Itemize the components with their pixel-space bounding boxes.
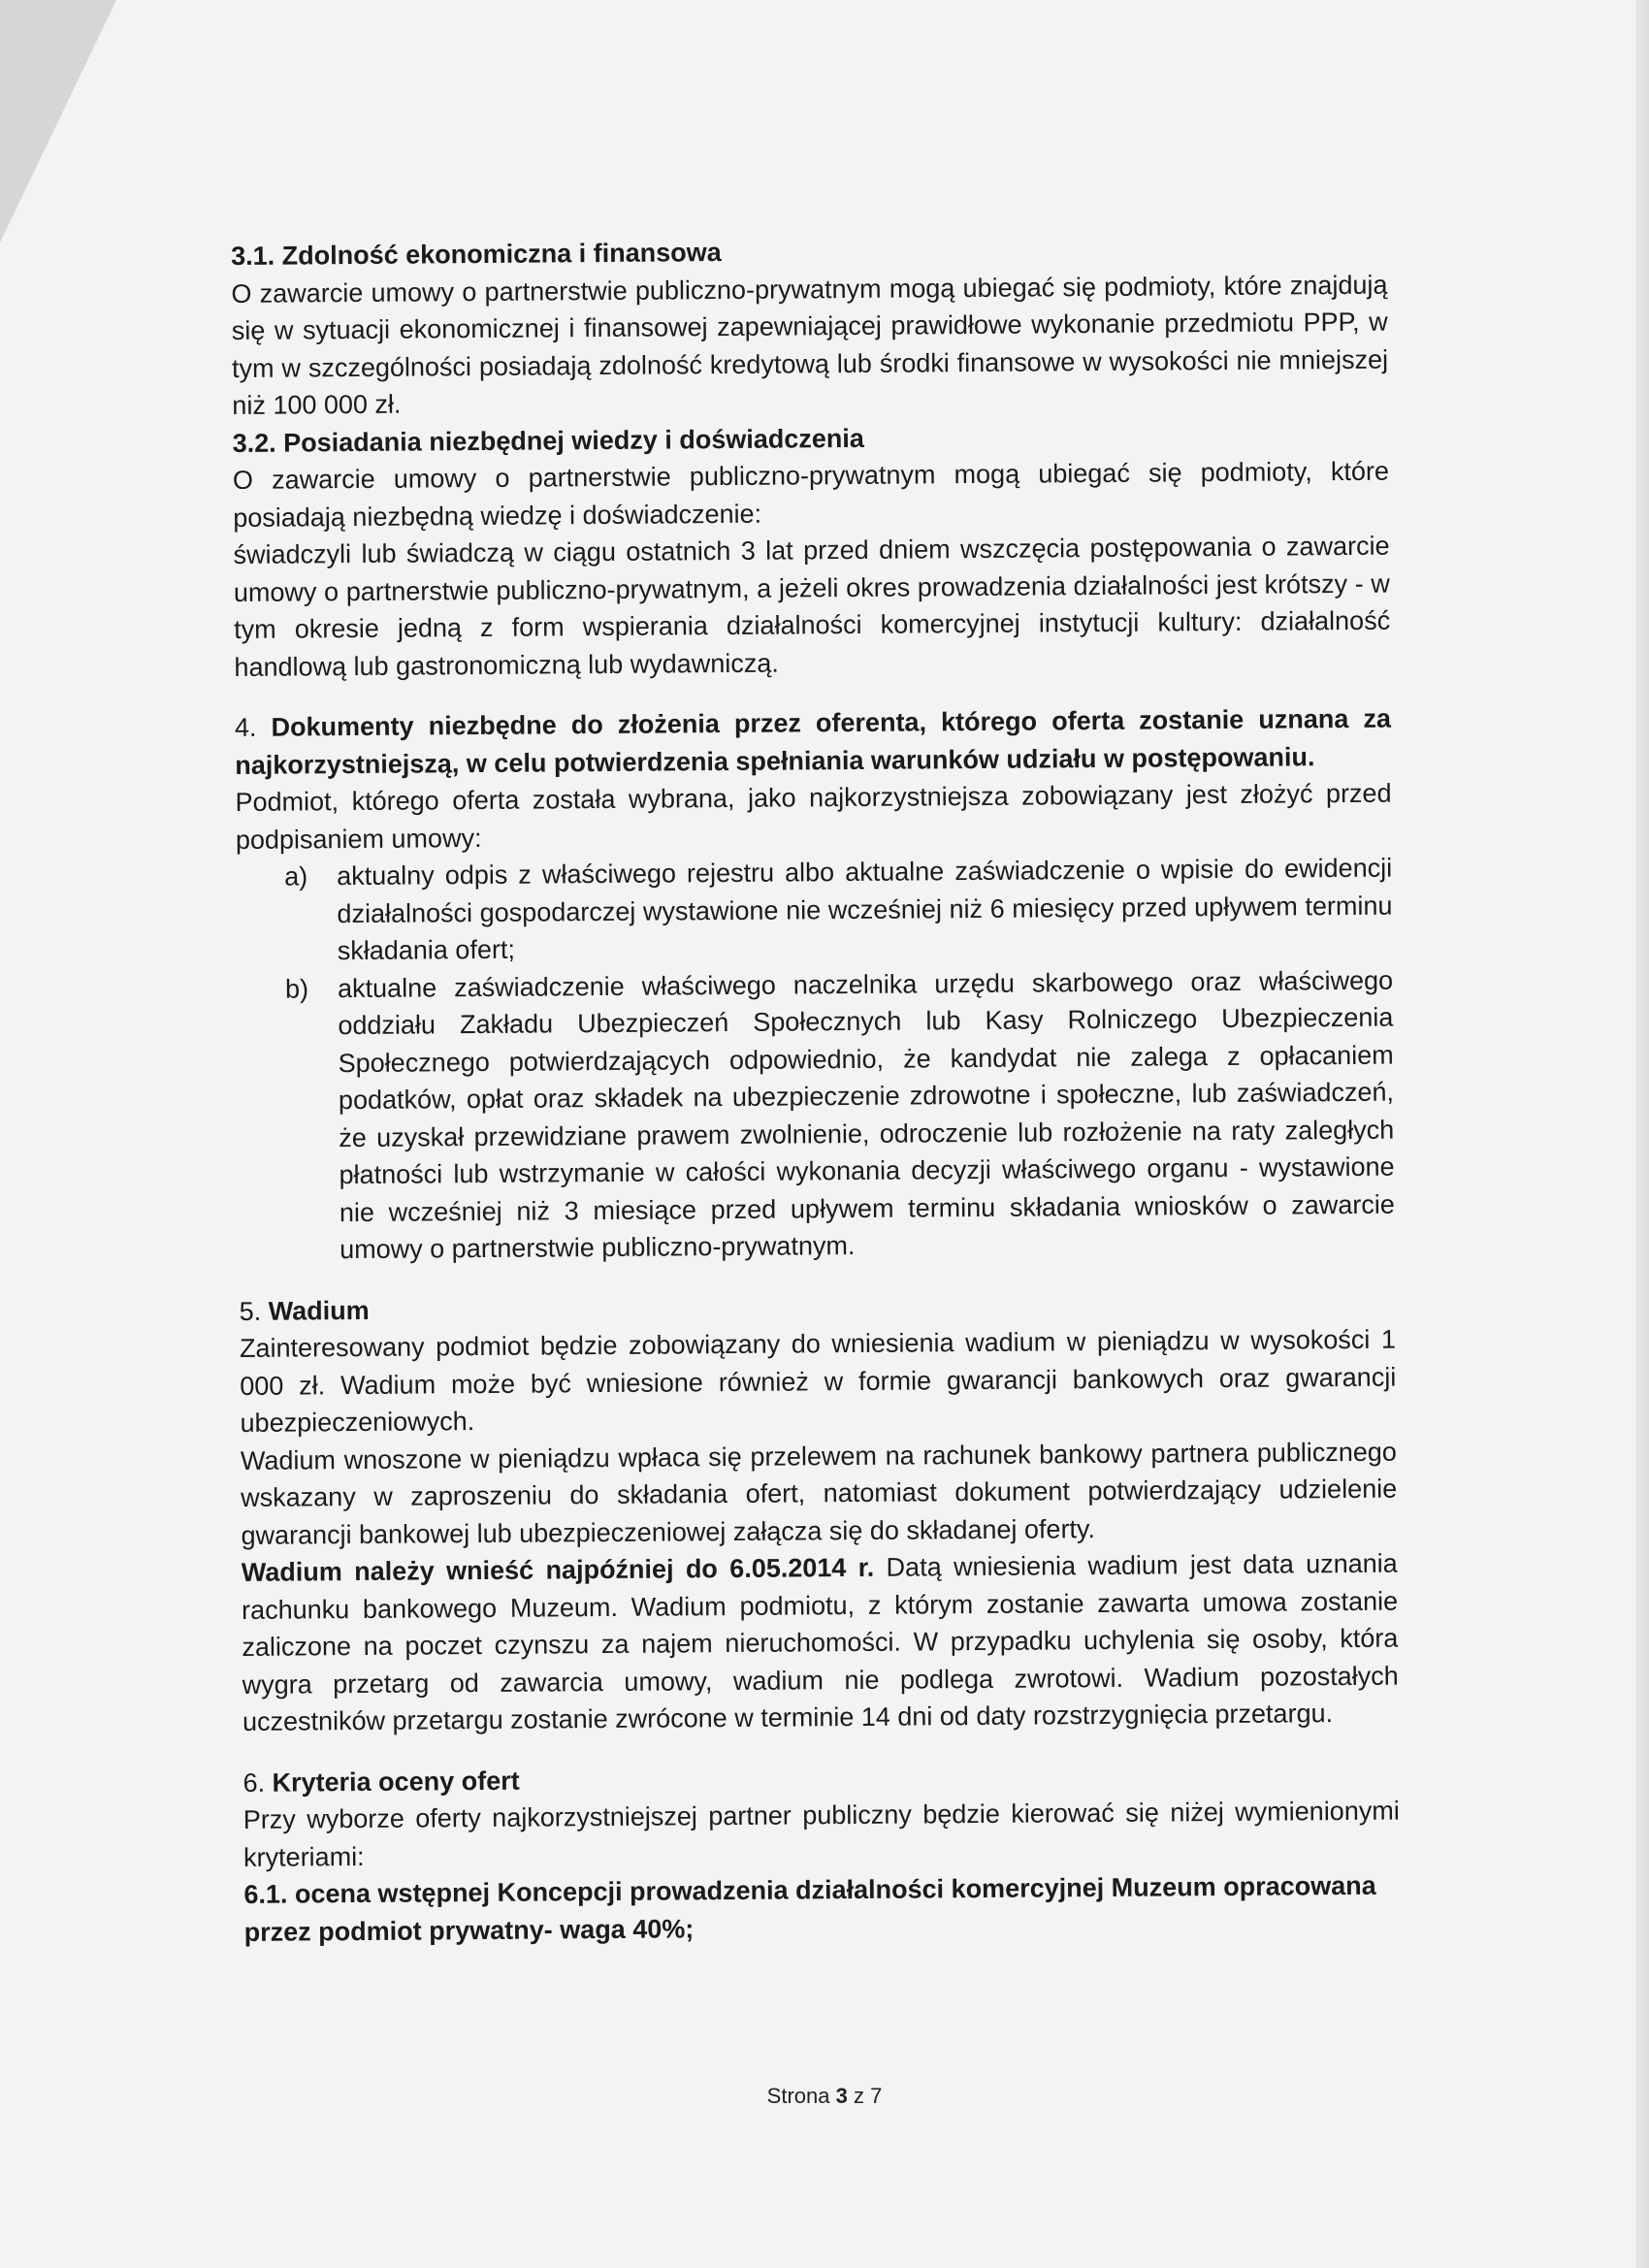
footer-prefix: Strona	[766, 2084, 836, 2108]
footer-middle: z	[847, 2084, 871, 2108]
section-number: 4.	[234, 712, 257, 742]
document-body	[231, 229, 1401, 1951]
paragraph: Przy wyborze oferty najkorzystniejszej partner publiczny będzie kierować się niżej wymienionymi kryteriami:	[242, 1796, 1400, 1872]
subsection-heading: 6.1. ocena wstępnej Koncepcji prowadzenia działalności komercyjnej Muzeum opracowana przez podmiot prywatny- waga 40%;	[243, 1870, 1376, 1947]
paragraph	[242, 1545, 1399, 1741]
section-heading: Wadium	[268, 1295, 370, 1326]
list-marker: a)	[284, 861, 308, 891]
page-edge-shadow	[1635, 0, 1649, 2268]
list-item-text: aktualne zaświadczenie właściwego naczelnika urzędu skarbowego oraz właściwego oddziału Zakładu Ubezpieczeń Społecznych lub Kasy Rolniczego Ubezpieczenia Społecznego potwierdzających odpowiednio, że kandydat nie zalega z opłacaniem podatków, opłat oraz składek na ubezpieczenie zdrowotne i społeczne, lub zaświadczeń, że uzyskał przewidziane prawem zwolnienie, odroczenie lub rozłożenie na raty zaległych płatności lub wstrzymanie w całości wykonania decyzji właściwego organu - wystawione nie wcześniej niż 3 miesiące przed upływem terminu składania wniosków o zawarcie umowy o partnerstwie publiczno-prywatnym.	[337, 965, 1395, 1265]
section-heading-line	[235, 700, 1392, 784]
paragraph: Zainteresowany podmiot będzie zobowiązany do wniesienia wadium w pieniądzu w wysokości 1 000 zł. Wadium może być wniesione również w formie gwarancji bankowych oraz gwarancji ubezpieczeniowych.	[239, 1324, 1397, 1438]
section-4	[235, 700, 1395, 1270]
paragraph: świadczyli lub świadczą w ciągu ostatnich 3 lat przed dniem wszczęcia postępowania o zawarcie umowy o partnerstwie publiczno-prywatnym, a jeżeli okres prowadzenia działalności jest krótszy - w tym okresie jedną z form wspierania działalności komercyjnej instytucji kultury: działalność handlową lub gastronomiczną lub wydawniczą.	[233, 531, 1391, 682]
section-5	[240, 1283, 1400, 1740]
section-heading: Dokumenty niezbędne do złożenia przez oferenta, którego oferta zostanie uznana za najkorzystniejszą, w celu potwierdzenia spełniania warunków udziału w postępowaniu.	[235, 703, 1392, 780]
section-heading: 3.2. Posiadania niezbędnej wiedzy i doświadczenia	[232, 423, 864, 458]
page-footer	[0, 2084, 1649, 2109]
list-item	[236, 850, 1393, 971]
paragraph: O zawarcie umowy o partnerstwie publiczno-prywatnym mogą ubiegać się podmioty, które posiadają niezbędną wiedzę i doświadczenie:	[232, 456, 1390, 533]
section-heading: 3.1. Zdolność ekonomiczna i finansowa	[231, 238, 722, 271]
list-item	[237, 961, 1395, 1269]
paragraph: Podmiot, którego oferta została wybrana, jako najkorzystniejsza zobowiązany jest złożyć przed podpisaniem umowy:	[235, 778, 1392, 855]
section-number: 5.	[239, 1296, 262, 1326]
list-item-text: aktualny odpis z właściwego rejestru albo aktualne zaświadczenie o wpisie do ewidencji działalności gospodarczej wystawione nie wcześniej niż 6 miesięcy przed upływem terminu składania ofert;	[337, 853, 1393, 966]
section-number: 6.	[242, 1767, 266, 1798]
section-3-1	[231, 229, 1388, 425]
section-6	[242, 1755, 1400, 1951]
document-list	[236, 850, 1395, 1270]
footer-current-page: 3	[835, 2084, 848, 2108]
paragraph: O zawarcie umowy o partnerstwie publiczno-prywatnym mogą ubiegać się podmioty, które znajdują się w sytuacji ekonomicznej i finansowej zapewniającej prawidłowe wykonanie przedmiotu PPP, w tym w szczególności posiadają zdolność kredytową lub środki finansowe w wysokości nie mniejszej niż 100 000 zł.	[231, 270, 1389, 420]
section-heading: Kryteria oceny ofert	[272, 1766, 520, 1798]
list-marker: b)	[284, 973, 309, 1004]
footer-total-pages: 7	[870, 2084, 883, 2108]
paragraph: Wadium wnoszone w pieniądzu wpłaca się przelewem na rachunek bankowy partnera publicznego wskazany w zaproszeniu do składania ofert, natomiast dokument potwierdzający udzielenie gwarancji bankowej lub ubezpieczeniowej załącza się do składanej oferty.	[240, 1437, 1398, 1550]
deadline-text: Wadium należy wnieść najpóźniej do 6.05.2014 r.	[241, 1552, 875, 1587]
paragraph-rest: Datą wniesienia wadium jest data uznania rachunku bankowego Muzeum. Wadium podmiotu, z którym zostanie zawarta umowa zostanie zaliczone na poczet czynszu za najem nieruchomości. W przypadku uchylenia się osoby, która wygra przetarg od zawarcia umowy, wadium nie podlega zwrotowi. Wadium pozostałych uczestników przetargu zostanie zwrócone w terminie 14 dni od daty rozstrzygnięcia przetargu.	[241, 1548, 1399, 1736]
section-3-2	[233, 415, 1391, 686]
folded-corner-shadow	[0, 0, 116, 243]
